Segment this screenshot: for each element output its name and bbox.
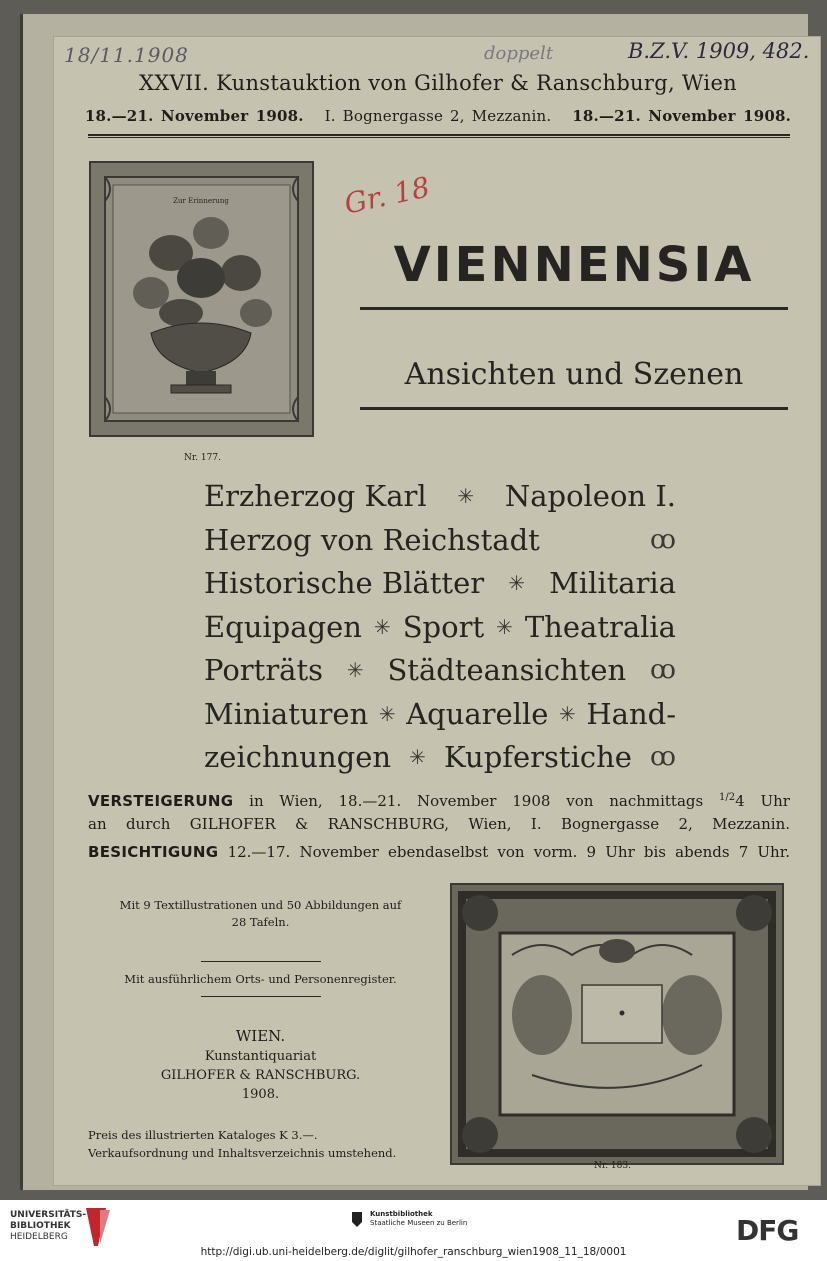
versteigerung-line: [88, 787, 790, 813]
topic-item: Militaria: [549, 566, 676, 600]
topic-item: Herzog von Reichstadt: [204, 522, 540, 557]
versteigerung-text: in Wien, 18.—21. November 1908 von nachmittags: [249, 792, 704, 810]
topic-line: [204, 649, 676, 693]
header-address: I. Bognergasse 2, Mezzanin.: [324, 107, 552, 125]
flower-vase-engraving: [89, 161, 314, 437]
star-separator-icon: ✳: [409, 745, 426, 769]
ornament-icon: ꝏ: [650, 655, 676, 685]
star-separator-icon: ✳: [378, 701, 396, 726]
ub-logo-line: HEIDELBERG: [10, 1232, 68, 1242]
handwritten-date: 18/11.1908: [64, 43, 189, 67]
permalink-url[interactable]: http://digi.ub.uni-heidelberg.de/diglit/gilhofer_ranschburg_wien1908_11_18/0001: [200, 1246, 627, 1258]
imprint-publisher: GILHOFER & RANSCHBURG.: [160, 1068, 361, 1083]
ornamental-frame-engraving: [450, 883, 784, 1165]
auction-info: [88, 787, 790, 864]
subtitle-rule: [360, 407, 788, 410]
imprint-publisher-type: Kunstantiquariat: [204, 1049, 317, 1064]
versteigerung-label: VERSTEIGERUNG: [88, 792, 234, 810]
fraction: 1/2: [719, 792, 736, 803]
ornamental-frame-illustration: [452, 885, 782, 1163]
divider: [201, 996, 321, 997]
topic-item: Porträts: [204, 653, 324, 687]
register-note: Mit ausführlichem Orts- und Personenregister.: [124, 972, 397, 986]
besichtigung-line: [88, 841, 790, 864]
date-left: 18.—21. November 1908.: [84, 107, 304, 125]
topic-item: Erzherzog Karl: [204, 479, 427, 513]
imprint-year: 1908.: [241, 1087, 280, 1102]
red-pencil-mark: Gr. 18: [341, 170, 433, 221]
header-rule: [88, 134, 790, 138]
catalogue-subtitle: Ansichten und Szenen: [404, 357, 744, 392]
auction-header: XXVII. Kunstauktion von Gilhofer & Ranschburg, Wien: [138, 71, 738, 95]
kb-logo-line: Staatliche Museen zu Berlin: [370, 1219, 468, 1227]
topic-line: [204, 562, 676, 606]
ub-heidelberg-logo[interactable]: [10, 1210, 86, 1243]
topic-item: Equipagen: [204, 609, 362, 644]
illustrations-note: [88, 897, 433, 931]
topic-item: Theatralia: [524, 609, 676, 644]
kunstbibliothek-icon: [350, 1210, 364, 1228]
ub-logo-line: BIBLIOTHEK: [10, 1221, 71, 1231]
flower-vase-illustration: [91, 163, 312, 435]
image-caption-right: Nr. 183.: [594, 1161, 631, 1171]
topic-item: Napoleon I.: [504, 479, 676, 513]
besichtigung-label: BESICHTIGUNG: [88, 843, 219, 861]
star-separator-icon: ✳: [559, 701, 576, 726]
handwritten-note: doppelt: [484, 43, 554, 64]
star-separator-icon: ✳: [346, 658, 364, 682]
imprint-city: WIEN.: [235, 1027, 286, 1045]
topic-line: [204, 693, 676, 737]
title-rule: [360, 307, 788, 310]
star-separator-icon: ✳: [508, 571, 525, 595]
ub-seal-icon: [82, 1206, 114, 1248]
divider: [201, 961, 321, 962]
dfg-logo[interactable]: DFG: [736, 1214, 799, 1247]
ornament-icon: ꝏ: [650, 524, 676, 555]
illustrations-line: Mit 9 Textillustrationen und 50 Abbildungen auf: [119, 898, 402, 912]
topic-item: Städteansichten: [387, 653, 627, 687]
topic-item: Aquarelle: [406, 696, 549, 731]
topic-line: [204, 519, 676, 563]
topic-item: Kupferstiche: [444, 740, 632, 774]
ub-logo-line: UNIVERSITÄTS-: [10, 1210, 87, 1220]
versteigerung-time: 4 Uhr: [735, 792, 790, 810]
topic-list: [204, 475, 676, 780]
topic-item: Sport: [402, 609, 485, 644]
star-separator-icon: ✳: [496, 614, 513, 639]
digitization-footer: [0, 1200, 827, 1261]
topic-item: zeichnungen: [204, 740, 392, 774]
kunstbibliothek-logo[interactable]: [370, 1210, 467, 1228]
illustrations-line-2: 28 Tafeln.: [231, 915, 290, 929]
handwritten-reference: B.Z.V. 1909, 482.: [628, 39, 810, 63]
order-line: Verkaufsordnung und Inhaltsverzeichnis umstehend.: [88, 1146, 397, 1160]
star-separator-icon: ✳: [457, 484, 475, 508]
image-caption-left: Nr. 177.: [184, 453, 221, 463]
price-note: [88, 1126, 433, 1162]
topic-item: Historische Blätter: [204, 566, 485, 600]
star-separator-icon: ✳: [373, 614, 391, 639]
date-right: 18.—21. November 1908.: [572, 107, 792, 125]
topic-item: Hand-: [586, 696, 676, 731]
publication-details: [88, 897, 433, 1162]
catalogue-cover: [53, 36, 821, 1186]
kb-logo-line: Kunstbibliothek: [370, 1210, 433, 1218]
ornament-icon: ꝏ: [650, 742, 676, 772]
auction-date-line: [54, 107, 822, 125]
catalogue-title: VIENNENSIA: [393, 237, 755, 293]
besichtigung-text: 12.—17. November ebendaselbst von vorm. 9 Uhr bis abends 7 Uhr.: [227, 843, 790, 861]
engraving-inscription: Zur Erinnerung: [173, 197, 229, 205]
catalogue-sheet: [20, 14, 808, 1190]
topic-line: [204, 475, 676, 519]
versteigerung-line-2: an durch GILHOFER & RANSCHBURG, Wien, I. Bognergasse 2, Mezzanin.: [88, 814, 790, 833]
topic-line: [204, 606, 676, 650]
price-line: Preis des illustrierten Kataloges K 3.—.: [88, 1128, 318, 1142]
topic-line: [204, 736, 676, 780]
topic-item: Miniaturen: [204, 696, 369, 731]
